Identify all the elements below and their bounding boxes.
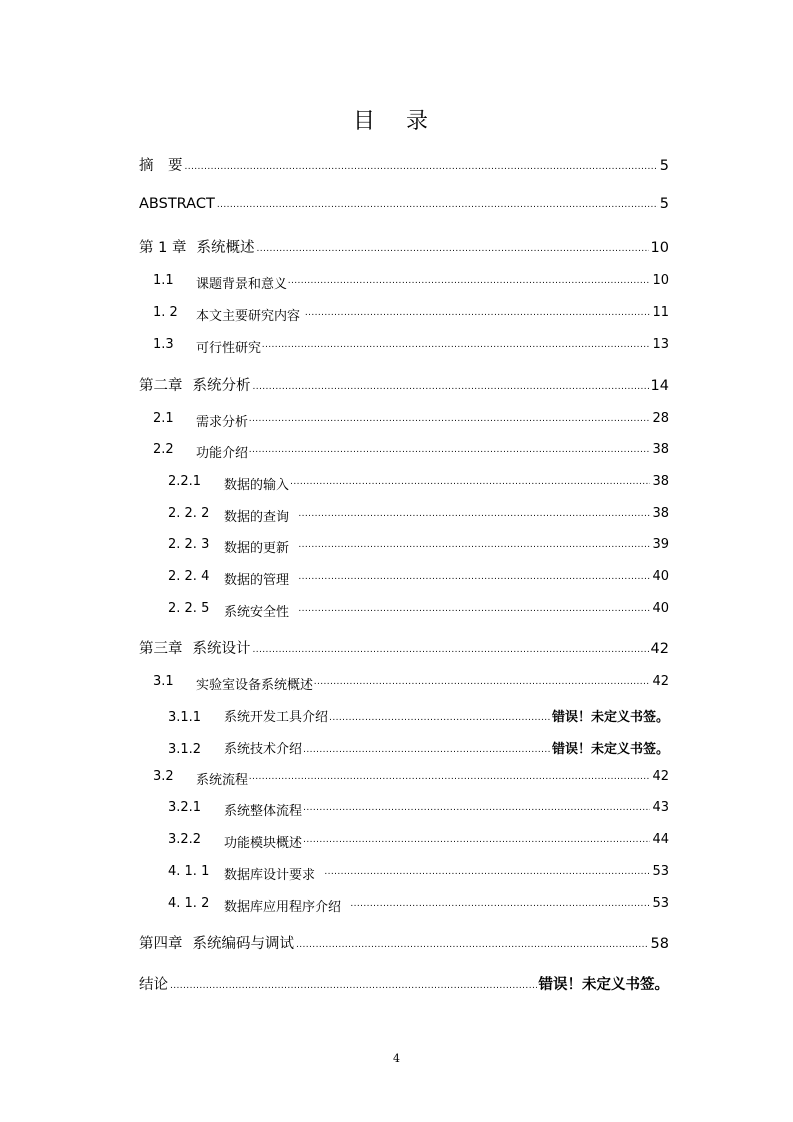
toc-leader-dots (296, 940, 649, 950)
toc-entry-title: 数据库应用程序介绍 (224, 900, 342, 915)
toc-entry-title: 本文主要研究内容 (196, 309, 301, 324)
toc-entry[interactable] (0, 236, 669, 256)
toc-entry-title: 系统流程 (196, 773, 249, 788)
toc-entry-page: 53 (652, 896, 669, 911)
toc-leader-dots (329, 713, 550, 723)
toc-entry-page: 38 (652, 506, 669, 521)
toc-entry-title: 数据的查询 (224, 510, 290, 525)
toc-entry-number: 2.2 (153, 442, 174, 457)
toc-leader-dots (303, 803, 650, 813)
toc-entry-number: 1.3 (153, 337, 174, 352)
toc-entry-number: 第 1 章 (139, 240, 187, 256)
toc-entry[interactable] (0, 411, 669, 431)
toc-entry-page: 40 (652, 569, 669, 584)
toc-entry-page: 42 (652, 769, 669, 784)
toc-entry-number: 3.2 (153, 769, 174, 784)
toc-entry-page: 14 (650, 378, 669, 394)
toc-entry-title: 数据的输入 (224, 478, 290, 493)
toc-entry-page: 5 (659, 158, 669, 174)
toc-entry-page: 错误！未定义书签。 (538, 977, 669, 993)
toc-entry-number: 3.1.2 (168, 742, 202, 757)
toc-entry[interactable] (0, 769, 669, 789)
toc-entry-title: 课题背景和意义 (196, 277, 288, 292)
toc-entry-title: 系统概述 (196, 240, 255, 256)
toc-leader-dots (298, 604, 650, 614)
toc-entry-title: 数据库设计要求 (224, 868, 316, 883)
toc-leader-dots (262, 340, 651, 350)
toc-entry-number: 1.1 (153, 273, 174, 288)
toc-entry[interactable] (0, 896, 669, 916)
toc-leader-dots (290, 477, 650, 487)
toc-entry-number: 2.2.1 (168, 474, 202, 489)
toc-entry-number: 第二章 (139, 378, 183, 394)
toc-entry-page: 5 (659, 196, 669, 212)
toc-leader-dots (256, 244, 648, 254)
toc-entry-number: 2. 2. 2 (168, 506, 210, 521)
toc-entry[interactable] (0, 305, 669, 325)
toc-leader-dots (253, 382, 649, 392)
toc-leader-dots (298, 509, 650, 519)
toc-entry-page: 44 (652, 832, 669, 847)
toc-entry-title: 系统设计 (192, 641, 251, 657)
toc-entry-number: 第四章 (139, 936, 183, 952)
toc-entry[interactable] (0, 337, 669, 357)
toc-entry-title: 系统安全性 (224, 605, 290, 620)
toc-entry-title: 系统分析 (192, 378, 251, 394)
toc-entry[interactable] (0, 800, 669, 820)
toc-leader-dots (249, 414, 651, 424)
toc-entry-number: 3.1 (153, 674, 174, 689)
toc-entry-page: 10 (652, 273, 669, 288)
toc-entry-number: 2. 2. 5 (168, 601, 210, 616)
toc-entry-title: 可行性研究 (196, 341, 262, 356)
toc-entry-title: 数据的管理 (224, 573, 290, 588)
toc-entry-title: 需求分析 (196, 415, 249, 430)
toc-entry[interactable] (0, 537, 669, 557)
toc-entry-page: 错误！未定义书签。 (551, 742, 669, 757)
toc-entry[interactable] (0, 196, 669, 216)
toc-leader-dots (298, 540, 650, 550)
toc-entry-page: 10 (650, 240, 669, 256)
toc-leader-dots (185, 162, 658, 172)
toc-entry-title: 功能模块概述 (224, 836, 303, 851)
toc-entry[interactable] (0, 864, 669, 884)
toc-entry-title: 系统技术介绍 (224, 742, 303, 757)
toc-entry[interactable] (0, 154, 669, 174)
toc-leader-dots (249, 445, 651, 455)
toc-entry-number: 4. 1. 2 (168, 896, 210, 911)
toc-entry[interactable] (0, 932, 669, 952)
toc-leader-dots (324, 867, 650, 877)
toc-entry-page: 40 (652, 601, 669, 616)
toc-entry[interactable] (0, 738, 669, 758)
toc-entry[interactable] (0, 273, 669, 293)
toc-entry[interactable] (0, 637, 669, 657)
toc-entry-number: 摘 要 (139, 158, 183, 174)
toc-entry-page: 13 (652, 337, 669, 352)
toc-entry-page: 58 (650, 936, 669, 952)
toc-entry-page: 42 (652, 674, 669, 689)
toc-entry[interactable] (0, 474, 669, 494)
toc-entry-number: 结论 (139, 977, 168, 993)
toc-entry-title: 系统开发工具介绍 (224, 710, 329, 725)
toc-leader-dots (303, 745, 550, 755)
toc-entry-title: 实验室设备系统概述 (196, 678, 314, 693)
toc-entry-page: 43 (652, 800, 669, 815)
page-number: 4 (393, 1052, 400, 1065)
toc-leader-dots (298, 572, 650, 582)
toc-entry[interactable] (0, 601, 669, 621)
toc-leader-dots (305, 308, 651, 318)
toc-entry-page: 38 (652, 474, 669, 489)
toc-entry-number: 2. 2. 3 (168, 537, 210, 552)
toc-entry-page: 39 (652, 537, 669, 552)
toc-leader-dots (303, 835, 650, 845)
toc-entry-number: 3.2.2 (168, 832, 202, 847)
toc-entry-number: 3.1.1 (168, 710, 202, 725)
toc-entry-number: 3.2.1 (168, 800, 202, 815)
toc-entry[interactable] (0, 506, 669, 526)
toc-leader-dots (288, 276, 651, 286)
toc-entry-title: 系统编码与调试 (192, 936, 294, 952)
toc-entry[interactable] (0, 442, 669, 462)
toc-leader-dots (249, 772, 651, 782)
toc-entry-number: 2.1 (153, 411, 174, 426)
toc-entry[interactable] (0, 706, 669, 726)
toc-entry-title: 数据的更新 (224, 541, 290, 556)
toc-entry[interactable] (0, 374, 669, 394)
toc-entry[interactable] (0, 832, 669, 852)
toc-leader-dots (170, 981, 537, 991)
toc-leader-dots (350, 899, 650, 909)
toc-entry-page: 42 (650, 641, 669, 657)
toc-entry-page: 错误！未定义书签。 (551, 710, 669, 725)
toc-leader-dots (253, 645, 649, 655)
toc-entry[interactable] (0, 569, 669, 589)
toc-entry-title: 系统整体流程 (224, 804, 303, 819)
toc-entry-page: 53 (652, 864, 669, 879)
toc-entry-number: 4. 1. 1 (168, 864, 210, 879)
toc-entry-page: 28 (652, 411, 669, 426)
page-title: 目 录 (353, 109, 440, 134)
toc-entry-number: 2. 2. 4 (168, 569, 210, 584)
toc-leader-dots (314, 677, 651, 687)
toc-leader-dots (217, 200, 658, 210)
toc-entry-number: 第三章 (139, 641, 183, 657)
toc-entry-number: ABSTRACT (139, 196, 215, 212)
toc-entry[interactable] (0, 973, 669, 993)
toc-entry-page: 11 (652, 305, 669, 320)
toc-entry[interactable] (0, 674, 669, 694)
toc-entry-title: 功能介绍 (196, 446, 249, 461)
toc-entry-page: 38 (652, 442, 669, 457)
toc-entry-number: 1. 2 (153, 305, 178, 320)
